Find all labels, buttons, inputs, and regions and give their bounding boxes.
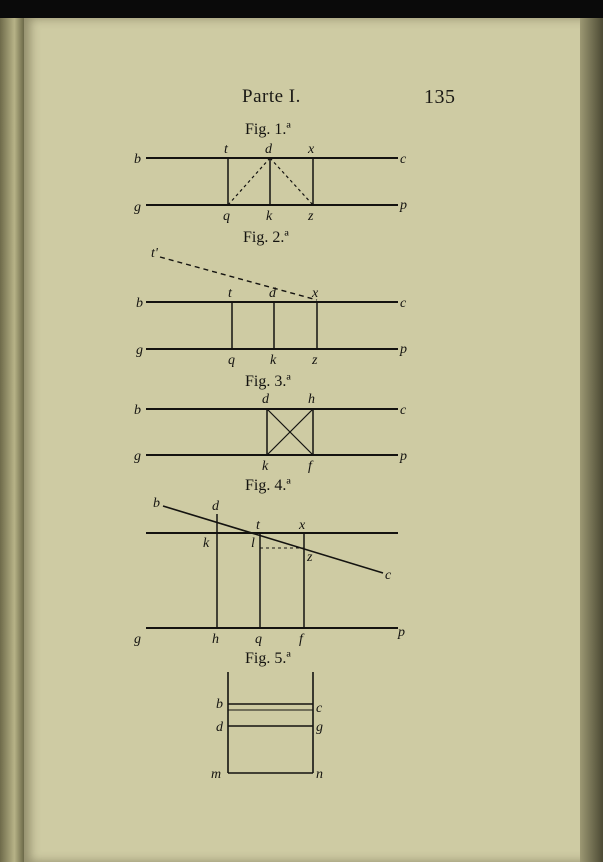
label-g: g [134,449,141,464]
figure-5-caption: Fig. 5.ª [245,650,291,667]
label-b: b [134,152,141,167]
figure-1-caption: Fig. 1.ª [245,121,291,138]
label-h: h [212,632,219,647]
label-m: m [211,767,222,782]
figure-2 [136,229,407,368]
label-z: z [307,550,313,565]
label-l: l [251,536,255,551]
figure-4-caption: Fig. 4.ª [245,477,291,494]
label-c: c [400,296,407,311]
running-title: Parte I. [242,86,301,107]
label-g: g [134,200,141,215]
label-k: k [203,536,210,551]
label-q: q [255,632,262,647]
figure-4 [134,477,405,647]
label-d: d [212,499,219,514]
label-d: d [262,392,269,407]
figure-5 [211,650,323,782]
line-dz-dashed [270,158,313,205]
line-bc-oblique [163,506,383,573]
label-z: z [308,209,314,224]
label-n: n [316,767,323,782]
label-f: f [308,459,312,474]
label-p: p [400,449,407,464]
label-d: d [265,142,272,157]
label-x: x [299,518,306,533]
label-c: c [316,701,323,716]
label-q: q [228,353,235,368]
label-t: t [224,142,228,157]
figure-3-caption: Fig. 3.ª [245,373,291,390]
label-t-prime: t' [151,246,158,261]
label-k: k [270,353,277,368]
line-t-prime-x-dashed [160,257,317,300]
page-number: 135 [424,86,456,108]
label-c: c [400,403,407,418]
label-d: d [269,286,276,301]
label-p: p [398,625,405,640]
label-b: b [216,697,223,712]
label-z: z [312,353,318,368]
label-q: q [223,209,230,224]
line-dq-dashed [228,158,270,205]
label-t: t [228,286,232,301]
label-g: g [134,632,141,647]
figure-1 [134,121,407,224]
label-c: c [385,568,392,583]
label-k: k [266,209,273,224]
figure-3 [134,373,407,474]
label-g: g [316,720,323,735]
label-b: b [153,496,160,511]
label-f: f [299,632,303,647]
label-h: h [308,392,315,407]
label-d: d [216,720,223,735]
label-x: x [308,142,315,157]
figure-2-caption: Fig. 2.ª [243,229,289,246]
label-b: b [136,296,143,311]
label-p: p [400,342,407,357]
label-b: b [134,403,141,418]
label-p: p [400,198,407,213]
label-c: c [400,152,407,167]
label-g: g [136,343,143,358]
label-t: t [256,518,260,533]
label-k: k [262,459,269,474]
label-x: x [312,286,319,301]
